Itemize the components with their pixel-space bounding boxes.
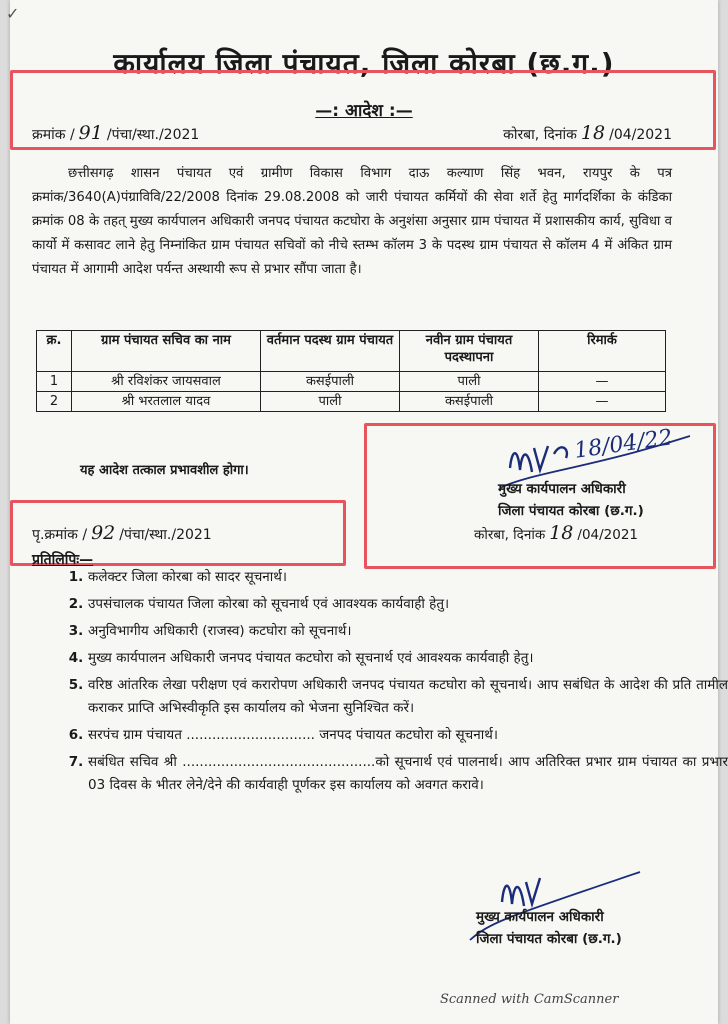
- corner-mark: ✓: [6, 4, 20, 23]
- highlight-box-order-ref: [10, 70, 716, 150]
- order-title-text: —: आदेश :—: [315, 101, 413, 121]
- table-header-cell: क्र.: [37, 331, 72, 372]
- table-row: [37, 392, 666, 412]
- order-date-month-year: /04/2021: [609, 127, 672, 143]
- endorsement-suffix: /पंचा/स्था./2021: [119, 527, 212, 543]
- table-header-cell: वर्तमान पदस्थ ग्राम पंचायत: [261, 331, 400, 372]
- table-cell: 2: [37, 392, 72, 412]
- table-cell: कसईपाली: [400, 392, 539, 412]
- table-cell: —: [539, 392, 666, 412]
- table-cell: श्री रविशंकर जायसवाल: [72, 372, 261, 392]
- table-cell: पाली: [261, 392, 400, 412]
- copy-to-item: 2. उपसंचालक पंचायत जिला कोरबा को सूचनार्थ एवं आवश्यक कार्यवाही हेतु।: [88, 593, 728, 616]
- copy-to-item: 3. अनुविभागीय अधिकारी (राजस्व) कटघोरा को सूचनार्थ।: [88, 620, 728, 643]
- order-number-prefix: क्रमांक /: [32, 127, 75, 143]
- copy-to-item: 6. सरपंच ग्राम पंचायत .............................. जनपद पंचायत कटघोरा को सूचनार्थ।: [88, 724, 728, 747]
- order-date-label: कोरबा, दिनांक: [503, 127, 577, 143]
- order-number-handwritten: 91: [78, 122, 103, 144]
- copy-to-item: 7. सबंधित सचिव श्री .............................................को सूचनार्थ एवं पालनार्थ। आप अतिरिक्त प्रभार ग्राम पंचायत का प्रभार 03 दिवस के भीतर लेने/देने की कार्यवाही पूर्णकर इस कार्यालय को अवगत करावे।: [88, 751, 728, 797]
- table-cell: —: [539, 372, 666, 392]
- signature-1-handwritten-date: 18/04/22: [572, 425, 675, 464]
- secretary-transfer-table: [36, 330, 666, 412]
- table-cell: कसईपाली: [261, 372, 400, 392]
- endorsement-number-handwritten: 92: [91, 522, 116, 544]
- signature-2-office: जिला पंचायत कोरबा (छ.ग.): [476, 931, 622, 947]
- scanner-watermark: Scanned with CamScanner: [440, 992, 619, 1007]
- table-header-row: [37, 331, 666, 372]
- copy-to-item: 1. कलेक्टर जिला कोरबा को सादर सूचनार्थ।: [88, 566, 728, 589]
- order-number-suffix: /पंचा/स्था./2021: [106, 127, 200, 143]
- table-header-cell: ग्राम पंचायत सचिव का नाम: [72, 331, 261, 372]
- highlight-box-signature: [364, 423, 716, 569]
- copy-to-item: 4. मुख्य कार्यपालन अधिकारी जनपद पंचायत कटघोरा को सूचनार्थ एवं आवश्यक कार्यवाही हेतु।: [88, 647, 728, 670]
- signature-1-date-label: कोरबा, दिनांक: [474, 527, 546, 543]
- copy-to-label-text: प्रतिलिपिः—: [32, 552, 94, 568]
- table-row: [37, 372, 666, 392]
- copy-to-list: [32, 566, 728, 801]
- table-cell: 1: [37, 372, 72, 392]
- effect-note: यह आदेश तत्काल प्रभावशील होगा।: [80, 463, 249, 478]
- office-title: कार्यालय जिला पंचायत, जिला कोरबा (छ.ग.): [113, 47, 615, 80]
- order-date-day: 18: [580, 122, 606, 144]
- copy-to-item: 5. वरिष्ठ आंतरिक लेखा परीक्षण एवं करारोपण अधिकारी जनपद पंचायत कटघोरा को सूचनार्थ। आप सबंधित के आदेश की प्रति तामील कराकर प्राप्ति अभिस्वीकृति इस कार्यालय को भेजना सुनिश्चित करें।: [88, 674, 728, 720]
- signature-2-block: [476, 906, 622, 950]
- signature-2-designation: मुख्य कार्यपालन अधिकारी: [476, 909, 604, 925]
- table-header-cell: रिमार्क: [539, 331, 666, 372]
- signature-1-office: जिला पंचायत कोरबा (छ.ग.): [498, 503, 644, 519]
- order-body-paragraph: छत्तीसगढ़ शासन पंचायत एवं ग्रामीण विकास विभाग दाऊ कल्याण सिंह भवन, रायपुर के पत्र क्रमांक/3640(A)पंग्राविवि/22/2008 दिनांक 29.08.2008 को जारी पंचायत कर्मियों की सेवा शर्ते हेतु मार्गदर्शिका के कंडिका क्रमांक 08 के तहत् मुख्य कार्यपालन अधिकारी जनपद पंचायत कटघोरा के अनुशंसा अनुसार ग्राम पंचायत में प्रशासकीय कार्य, सुविधा व कार्यो में कसावट लाने हेतु निम्नांकित ग्राम पंचायत सचिवों को नीचे स्तम्भ कॉलम 3 के पदस्थ ग्राम पंचायत से कॉलम 4 में अंकित ग्राम पंचायत में आगामी आदेश पर्यन्त अस्थायी रूप से प्रभार सौंपा जाता है।: [32, 166, 672, 277]
- signature-1-date-month-year: /04/2021: [577, 527, 639, 543]
- table-header-cell: नवीन ग्राम पंचायत पदस्थापना: [400, 331, 539, 372]
- signature-1-date-day: 18: [549, 522, 574, 544]
- table-cell: श्री भरतलाल यादव: [72, 392, 261, 412]
- table-cell: पाली: [400, 372, 539, 392]
- signature-1-designation: मुख्य कार्यपालन अधिकारी: [498, 481, 626, 497]
- endorsement-prefix: पृ.क्रमांक /: [32, 527, 88, 543]
